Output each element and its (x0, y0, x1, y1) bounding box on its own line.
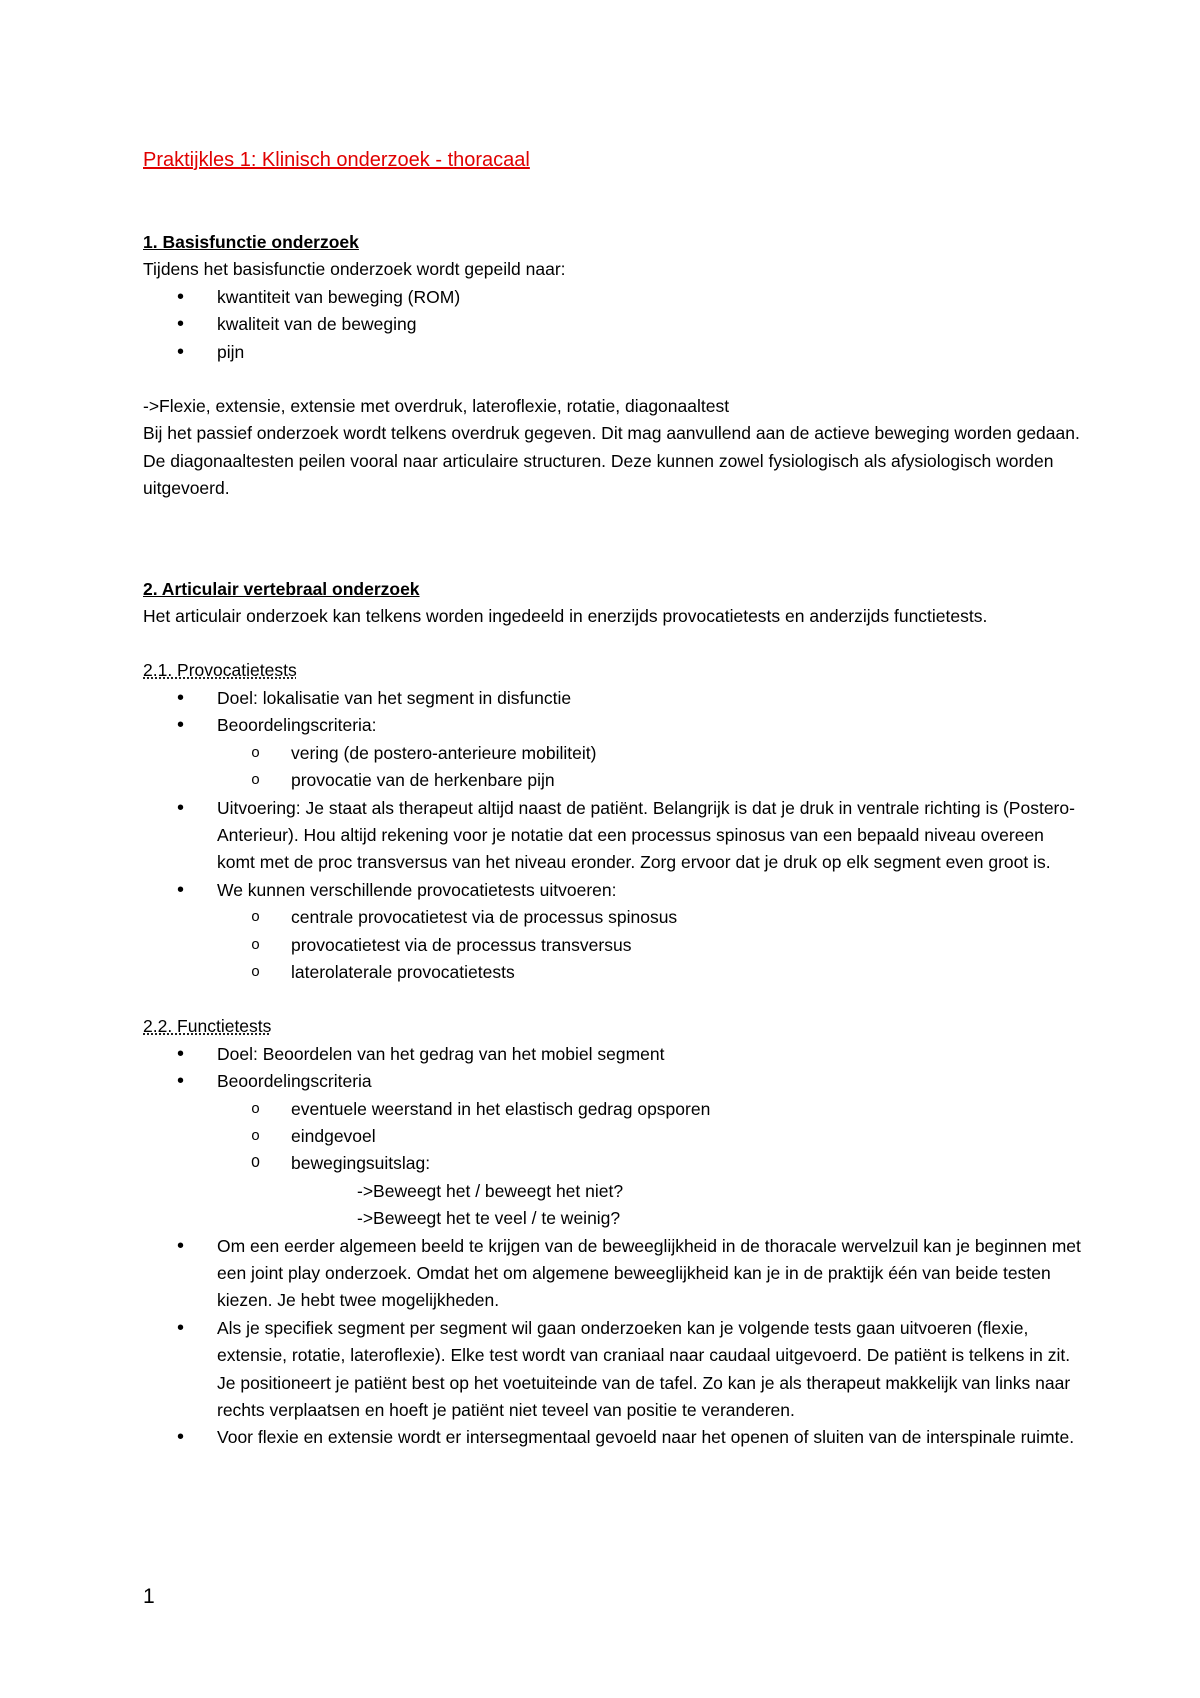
list-item: o laterolaterale provocatietests (291, 959, 1083, 986)
list-item (217, 1068, 1083, 1232)
section-2-intro: Het articulair onderzoek kan telkens worden ingedeeld in enerzijds provocatietests en anderzijds functietests. (143, 606, 988, 627)
list-marker: o (251, 936, 261, 954)
list-marker: o (251, 963, 261, 981)
criteria-list (217, 740, 1083, 795)
list-item: o provocatietest via de processus transversus (291, 932, 1083, 959)
criteria-label: Beoordelingscriteria: (217, 715, 377, 736)
sub-criteria-line: ->Beweegt het / beweegt het niet? (357, 1180, 624, 1201)
list-marker: o (251, 909, 261, 927)
list-item: • Uitvoering: Je staat als therapeut altijd naast de patiënt. Belangrijk is dat je druk in ventrale richting is (Postero-Anterieur). Hou altijd rekening voor je notatie dat een processus spinosus van een bepaald niveau overeen komt met de proc transversus van het niveau eronder. Zorg ervoor dat je druk op elk segment even groot is. (217, 795, 1083, 877)
section-1-arrow-line: ->Flexie, extensie, extensie met overdruk, lateroflexie, rotatie, diagonaaltest (143, 396, 730, 417)
section-1-intro: Tijdens het basisfunctie onderzoek wordt gepeild naar: (143, 259, 566, 280)
list-item: o eventuele weerstand in het elastisch gedrag opsporen (291, 1096, 1083, 1123)
list-item: • pijn (217, 339, 1083, 366)
list-marker: o (251, 772, 261, 790)
subsection-2-1-list (143, 685, 1083, 986)
list-item: • Doel: Beoordelen van het gedrag van het mobiel segment (217, 1041, 1083, 1068)
subsection-2-2-list (143, 1041, 1083, 1452)
list-marker: o (251, 1127, 261, 1145)
list-item: • kwaliteit van de beweging (217, 311, 1083, 338)
section-2-heading: 2. Articulair vertebraal onderzoek (143, 578, 420, 599)
subsection-2-2-heading: 2.2. Functietests (143, 1016, 272, 1037)
subsection-2-1-heading: 2.1. Provocatietests (143, 660, 297, 681)
list-item (217, 877, 1083, 987)
section-1-bullet-list (143, 284, 1083, 366)
section-1-paragraph: Bij het passief onderzoek wordt telkens overdruk gegeven. Dit mag aanvullend aan de actieve beweging worden gedaan. De diagonaaltesten peilen vooral naar articulaire structuren. Deze kunnen zowel fysiologisch als afysiologisch worden uitgevoerd. (143, 423, 1080, 499)
list-item: • Voor flexie en extensie wordt er intersegmentaal gevoeld naar het openen of sluiten van de interspinale ruimte. (217, 1424, 1083, 1451)
list-item (217, 712, 1083, 794)
list-marker: o (251, 1100, 261, 1118)
list-item: • Om een eerder algemeen beeld te krijgen van de beweeglijkheid in de thoracale wervelzuil kan je beginnen met een joint play onderzoek. Omdat het om algemene beweeglijkheid kan je in de praktijk één van beide testen kiezen. Je hebt twee mogelijkheden. (217, 1233, 1083, 1315)
list-item: o vering (de postero-anterieure mobiliteit) (291, 740, 1083, 767)
criteria-label: Beoordelingscriteria (217, 1071, 372, 1092)
page-number: 1 (143, 1585, 155, 1608)
list-item: o eindgevoel (291, 1123, 1083, 1150)
list-item: o centrale provocatietest via de processus spinosus (291, 904, 1083, 931)
list-item: o provocatie van de herkenbare pijn (291, 767, 1083, 794)
criteria-list (217, 1096, 1083, 1178)
tests-label: We kunnen verschillende provocatietests uitvoeren: (217, 879, 617, 900)
tests-list (217, 904, 1083, 986)
list-item: O bewegingsuitslag: (291, 1150, 1083, 1177)
list-item: • Als je specifiek segment per segment wil gaan onderzoeken kan je volgende tests gaan uitvoeren (flexie, extensie, rotatie, lateroflexie). Elke test wordt van craniaal naar caudaal uitgevoerd. De patiënt is telkens in zit. Je positioneert je patiënt best op het voetuiteinde van de tafel. Zo kan je als therapeut makkelijk van links naar rechts verplaatsen en hoeft je patiënt niet teveel van positie te veranderen. (217, 1315, 1083, 1425)
sub-criteria-line: ->Beweegt het te veel / te weinig? (357, 1208, 621, 1229)
list-marker: o (251, 744, 261, 762)
section-1-heading: 1. Basisfunctie onderzoek (143, 232, 359, 252)
list-item: • kwantiteit van beweging (ROM) (217, 284, 1083, 311)
list-item: • Doel: lokalisatie van het segment in disfunctie (217, 685, 1083, 712)
document-content (143, 146, 1083, 1452)
document-title: Praktijkles 1: Klinisch onderzoek - thoracaal (143, 149, 530, 171)
list-marker: O (251, 1155, 261, 1173)
sub-criteria (217, 1178, 1083, 1233)
